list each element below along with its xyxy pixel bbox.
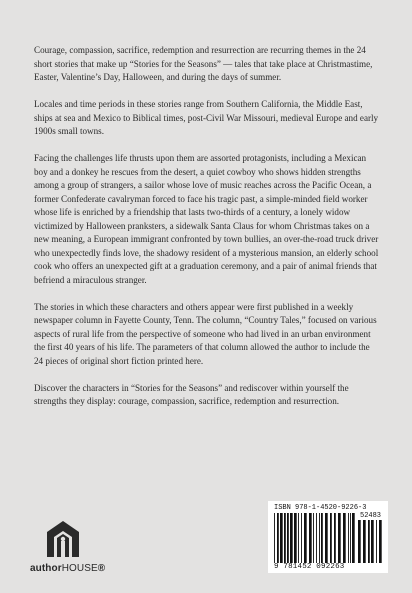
barcode-bar [330, 513, 332, 563]
publisher-name-light: HOUSE [61, 563, 98, 574]
ean-digits: 9 781452 092263 [274, 563, 345, 571]
barcode-bar [301, 513, 302, 563]
barcode-bar [343, 513, 346, 563]
blurb [34, 44, 380, 422]
barcode-bar [350, 513, 351, 563]
publisher-name-bold: author [30, 563, 62, 574]
blurb-paragraph-5: Discover the characters in “Stories for the Seasons” and rediscover within yourself the strengths they display: courage, compassion, sacrifice, redemption and resurrection. [34, 382, 349, 406]
blurb-paragraph-1: Courage, compassion, sacrifice, redemption and resurrection are recurring themes in the 24 short stories that make up “Stories for the Seasons” — tales that take place at Christmastime, Easter, Valentine’s Day, Halloween, and during the days of summer. [34, 45, 373, 82]
barcode-bar [334, 513, 336, 563]
isbn-number: ISBN 978-1-4520-9226-3 [274, 504, 367, 512]
ean-barcode-bars [274, 513, 356, 563]
barcode-bar [325, 513, 328, 563]
publisher-name [30, 563, 120, 574]
barcode-bar [371, 520, 374, 563]
barcode-bar [290, 513, 293, 563]
barcode-bar [277, 513, 279, 563]
registered-mark: ® [97, 563, 106, 574]
barcode-bar [309, 513, 312, 563]
supplemental-barcode-bars [358, 520, 382, 563]
barcode-bar [352, 513, 355, 563]
barcode-bar [284, 513, 286, 563]
barcode-bar [321, 513, 323, 563]
blurb-paragraph-2: Locales and time periods in these stories range from Southern California, the Middle East, ships at sea and Mexico to Biblical times, post-Civil War Missouri, medieval Europe and early 1900s small towns. [34, 99, 379, 136]
barcode-bar [368, 520, 370, 563]
barcode-bar [287, 513, 289, 563]
price-code: 52483 [360, 512, 382, 520]
barcode-bar [319, 513, 320, 563]
barcode-bar [376, 520, 377, 563]
barcode-bar [304, 513, 307, 563]
isbn-barcode [268, 501, 388, 573]
blurb-paragraph-4: The stories in which these characters and others appear were first published in a weekly newspaper column in Fayette County, Tenn. The column, “Country Tales,” focused on various aspects of rural life from the perspective of someone who had lived in an urban environment the first 40 years of his life. The parameters of that column allowed the author to include the 24 pieces of original short fiction printed here. [34, 301, 377, 366]
barcode-bar [313, 513, 314, 563]
barcode-bar [363, 520, 366, 563]
blurb-paragraph-3: Facing the challenges life thrusts upon them are assorted protagonists, including a Mexican boy and a donkey he rescues from the desert, a quiet cowboy who shows hidden strengths among a group of strangers, a sailor whose love of music reaches across the Pacific Ocean, a former Confederate cavalryman forced to face his tragic past, a simple-minded field worker whose life is enriched by a friendship that lasts two-thirds of a century, a lonely widow victimized by Halloween pranksters, a sidewalk Santa Claus for whom Christmas takes on a new meaning, a European immigrant confronted by town bullies, an over-the-road truck driver who unexpectedly finds love, the shadowy resident of a mysterious mansion, an elderly school cook who offers an unexpected gift at a graduation ceremony, and a pair of animal friends that befriend a miraculous stranger. [34, 153, 379, 285]
barcode-bar [294, 513, 297, 563]
barcode-bar [316, 513, 317, 563]
barcode-bar [338, 513, 341, 563]
authorhouse-logo-icon [44, 519, 82, 559]
barcode-bar [348, 513, 349, 563]
barcode-bar [274, 513, 275, 563]
barcode-bar [379, 520, 382, 563]
barcode-bar [358, 520, 361, 563]
publisher-logo [30, 519, 110, 579]
barcode-bar [298, 513, 299, 563]
barcode-bar [280, 513, 283, 563]
